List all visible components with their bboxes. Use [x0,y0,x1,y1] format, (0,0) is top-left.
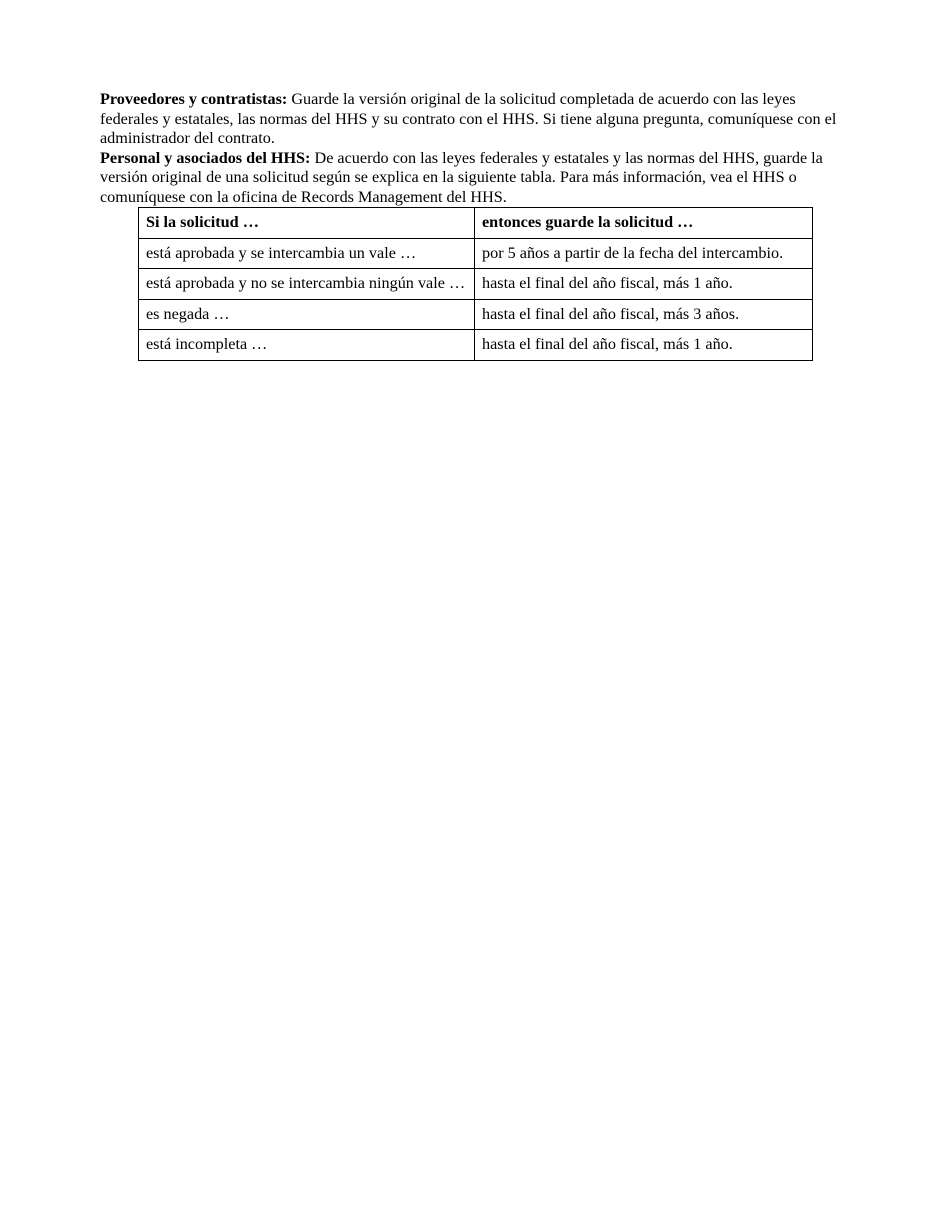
paragraph-vendors [100,90,850,149]
retention-table [138,207,813,361]
paragraph-vendors-lead: Proveedores y contratistas: [100,90,288,108]
table-cell-retention: hasta el final del año fiscal, más 1 año. [475,269,813,300]
table-cell-condition: es negada … [139,299,475,330]
paragraph-hhs-staff-text: De acuerdo con las leyes federales y estatales y las normas del HHS, guarde la versión original de una solicitud según se explica en la siguiente tabla. Para más información, vea el HHS o comuníquese con la oficina de Records Management del HHS. [100,148,823,206]
paragraph-hhs-staff [100,149,850,208]
table-cell-retention: hasta el final del año fiscal, más 3 años. [475,299,813,330]
column-header-condition: Si la solicitud … [139,208,475,239]
table-header-row [139,208,813,239]
table-cell-condition: está aprobada y no se intercambia ningún vale … [139,269,475,300]
document-page [100,90,850,354]
table-row [139,330,813,361]
table-cell-condition: está aprobada y se intercambia un vale … [139,238,475,269]
table-cell-retention: hasta el final del año fiscal, más 1 año. [475,330,813,361]
table-cell-condition: está incompleta … [139,330,475,361]
table-row [139,269,813,300]
paragraph-hhs-staff-lead: Personal y asociados del HHS: [100,148,311,167]
paragraph-vendors-text: Guarde la versión original de la solicitud completada de acuerdo con las leyes federales y estatales, las normas del HHS y su contrato con el HHS. Si tiene alguna pregunta, comuníquese con el administrador del contrato. [100,90,837,148]
table-row [139,238,813,269]
table-row [139,299,813,330]
column-header-retention: entonces guarde la solicitud … [475,208,813,239]
table-cell-retention: por 5 años a partir de la fecha del intercambio. [475,238,813,269]
